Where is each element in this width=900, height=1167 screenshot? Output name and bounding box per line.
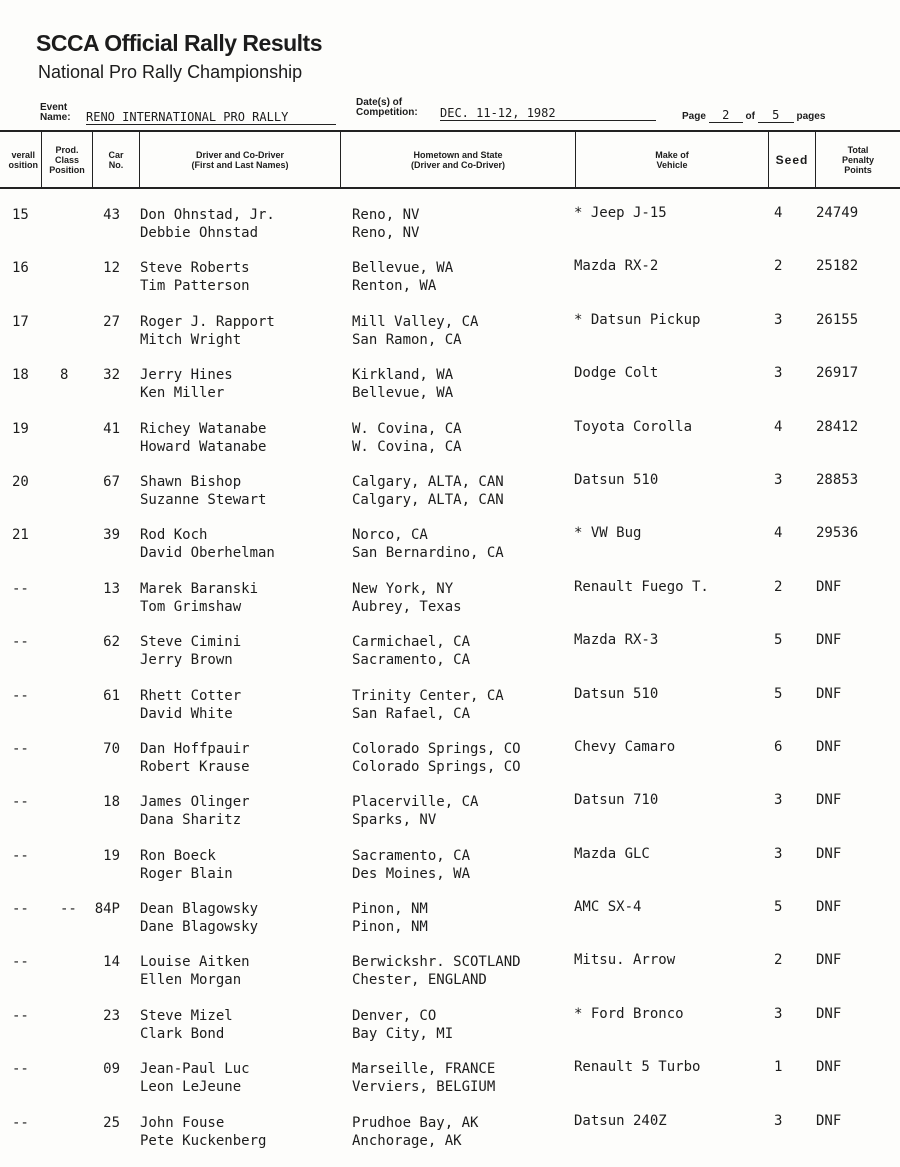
codriver-hometown: Aubrey, Texas (352, 598, 462, 615)
penalty-points: DNF (816, 738, 842, 755)
class-position: 8 (60, 367, 69, 384)
seed: 4 (774, 418, 783, 435)
table-row (0, 257, 900, 310)
page-number: 2 (709, 108, 743, 123)
penalty-points: DNF (816, 1112, 842, 1129)
driver-name: Steve Mizel (140, 1007, 233, 1024)
codriver-hometown: San Ramon, CA (352, 331, 462, 348)
vehicle-make: * Datsun Pickup (574, 311, 701, 328)
overall-position: 18 (12, 367, 29, 384)
vehicle-make: Dodge Colt (574, 365, 659, 382)
penalty-points: 29536 (816, 525, 859, 542)
car-number: 43 (103, 207, 120, 223)
penalty-points: DNF (816, 1005, 842, 1022)
car-number: 25 (103, 1114, 120, 1131)
seed: 3 (774, 1112, 783, 1129)
penalty-points: DNF (816, 685, 842, 702)
codriver-name: Howard Watanabe (140, 438, 267, 455)
driver-name: Roger J. Rapport (140, 313, 275, 330)
seed: 5 (774, 899, 783, 916)
seed: 5 (774, 632, 783, 649)
codriver-name: Dane Blagowsky (140, 919, 259, 936)
codriver-name: Tim Patterson (140, 278, 250, 295)
vehicle-make: Mazda RX-2 (574, 258, 659, 275)
seed: 5 (774, 685, 783, 702)
event-name-value: RENO INTERNATIONAL PRO RALLY (86, 110, 336, 125)
car-number: 18 (103, 794, 120, 811)
competition-date-value: DEC. 11-12, 1982 (440, 106, 656, 121)
seed: 2 (774, 258, 783, 275)
table-row (0, 845, 900, 898)
table-row (0, 1058, 900, 1111)
car-number: 23 (103, 1007, 120, 1024)
car-number: 09 (103, 1061, 120, 1078)
document-title: SCCA Official Rally Results (36, 30, 323, 56)
driver-name: Jean-Paul Luc (140, 1061, 250, 1078)
column-class-position: Prod. Class Position (49, 144, 85, 175)
driver-hometown: Carmichael, CA (352, 634, 471, 651)
overall-position: -- (12, 954, 29, 971)
vehicle-make: Mitsu. Arrow (574, 952, 676, 969)
driver-hometown: Kirkland, WA (352, 367, 454, 384)
car-number: 62 (103, 634, 120, 651)
column-make: Make of Vehicle (655, 149, 689, 170)
codriver-name: Jerry Brown (140, 652, 233, 669)
seed: 3 (774, 311, 783, 328)
codriver-hometown: W. Covina, CA (352, 438, 462, 455)
penalty-points: 26155 (816, 311, 859, 328)
overall-position: 15 (12, 207, 29, 223)
seed: 3 (774, 471, 783, 488)
overall-position: 17 (12, 313, 29, 330)
penalty-points: 25182 (816, 258, 859, 275)
penalty-points: DNF (816, 792, 842, 809)
driver-name: Shawn Bishop (140, 473, 242, 490)
overall-position: -- (12, 1114, 29, 1131)
table-row (0, 1112, 900, 1165)
overall-position: -- (12, 634, 29, 651)
vehicle-make: Datsun 510 (574, 685, 659, 702)
seed: 6 (774, 738, 783, 755)
codriver-hometown: Des Moines, WA (352, 865, 471, 882)
codriver-hometown: Sparks, NV (352, 812, 437, 829)
overall-position: -- (12, 1007, 29, 1024)
seed: 3 (774, 845, 783, 862)
codriver-name: Suzanne Stewart (140, 491, 267, 508)
vehicle-make: Mazda RX-3 (574, 632, 659, 649)
driver-name: Richey Watanabe (140, 420, 267, 437)
codriver-name: Mitch Wright (140, 331, 242, 348)
table-row (0, 204, 900, 257)
driver-hometown: Pinon, NM (352, 901, 428, 918)
vehicle-make: Chevy Camaro (574, 738, 676, 755)
penalty-points: DNF (816, 952, 842, 969)
codriver-hometown: Renton, WA (352, 278, 437, 295)
driver-name: Steve Roberts (140, 260, 250, 277)
overall-position: -- (12, 687, 29, 704)
table-row (0, 791, 900, 844)
codriver-hometown: San Bernardino, CA (352, 545, 504, 562)
penalty-points: DNF (816, 1059, 842, 1076)
column-total-penalty-points: Total Penalty Points (841, 144, 874, 175)
class-position: -- (60, 901, 77, 918)
codriver-name: Pete Kuckenberg (140, 1132, 267, 1149)
overall-position: 20 (12, 473, 29, 490)
overall-position: 21 (12, 527, 29, 544)
driver-name: Marek Baranski (140, 580, 259, 597)
seed: 4 (774, 525, 783, 542)
table-row (0, 524, 900, 577)
vehicle-make: * VW Bug (574, 525, 642, 542)
seed: 1 (774, 1059, 783, 1076)
codriver-name: Tom Grimshaw (140, 598, 242, 615)
penalty-points: DNF (816, 632, 842, 649)
seed: 3 (774, 792, 783, 809)
overall-position: -- (12, 794, 29, 811)
car-number: 84P (94, 901, 120, 918)
driver-name: Don Ohnstad, Jr. (140, 207, 275, 223)
seed: 3 (774, 365, 783, 382)
codriver-hometown: Chester, ENGLAND (352, 972, 487, 989)
vehicle-make: * Jeep J-15 (574, 205, 667, 221)
table-row (0, 578, 900, 631)
codriver-name: Leon LeJeune (140, 1079, 242, 1096)
car-number: 14 (103, 954, 120, 971)
car-number: 13 (103, 580, 120, 597)
vehicle-make: Toyota Corolla (574, 418, 693, 435)
codriver-hometown: Bay City, MI (352, 1025, 454, 1042)
results-table-body (0, 204, 900, 1165)
overall-position: -- (12, 580, 29, 597)
driver-name: Dan Hoffpauir (140, 740, 250, 757)
table-row (0, 471, 900, 524)
table-row (0, 418, 900, 471)
codriver-name: Robert Krause (140, 758, 250, 775)
vehicle-make: Datsun 240Z (574, 1112, 667, 1129)
car-number: 41 (103, 420, 120, 437)
codriver-name: Clark Bond (140, 1025, 225, 1042)
driver-hometown: Reno, NV (352, 207, 420, 223)
driver-name: Rod Koch (140, 527, 208, 544)
competition-date-label: Date(s) of Competition: (356, 97, 418, 118)
driver-hometown: Calgary, ALTA, CAN (352, 473, 504, 490)
codriver-hometown: Bellevue, WA (352, 385, 454, 402)
car-number: 32 (103, 367, 120, 384)
driver-hometown: Trinity Center, CA (352, 687, 504, 704)
penalty-points: DNF (816, 578, 842, 595)
overall-position: 16 (12, 260, 29, 277)
penalty-points: 26917 (816, 365, 859, 382)
codriver-hometown: Calgary, ALTA, CAN (352, 491, 504, 508)
table-row (0, 364, 900, 417)
overall-position: -- (12, 901, 29, 918)
codriver-hometown: Reno, NV (352, 225, 420, 241)
results-table-header (0, 130, 900, 189)
column-seed: Seed (775, 152, 809, 167)
table-row (0, 311, 900, 364)
codriver-hometown: San Rafael, CA (352, 705, 471, 722)
document-subtitle: National Pro Rally Championship (38, 62, 303, 82)
penalty-points: DNF (816, 899, 842, 916)
driver-hometown: Norco, CA (352, 527, 428, 544)
car-number: 19 (103, 847, 120, 864)
page-indicator: Page 2 of 5 pages (682, 108, 826, 122)
driver-hometown: Prudhoe Bay, AK (352, 1114, 479, 1131)
vehicle-make: Renault 5 Turbo (574, 1059, 701, 1076)
driver-hometown: W. Covina, CA (352, 420, 462, 437)
driver-name: John Fouse (140, 1114, 225, 1131)
vehicle-make: Datsun 710 (574, 792, 659, 809)
overall-position: 19 (12, 420, 29, 437)
codriver-hometown: Anchorage, AK (352, 1132, 462, 1149)
codriver-hometown: Colorado Springs, CO (352, 758, 521, 775)
vehicle-make: * Ford Bronco (574, 1005, 684, 1022)
column-hometown: Hometown and State (Driver and Co-Driver) (410, 149, 506, 170)
vehicle-make: Datsun 510 (574, 471, 659, 488)
column-driver: Driver and Co-Driver (First and Last Names) (191, 149, 289, 170)
overall-position: -- (12, 847, 29, 864)
car-number: 67 (103, 473, 120, 490)
driver-hometown: Denver, CO (352, 1007, 437, 1024)
penalty-points: DNF (816, 845, 842, 862)
codriver-hometown: Verviers, BELGIUM (352, 1079, 496, 1096)
vehicle-make: Renault Fuego T. (574, 578, 709, 595)
driver-hometown: Mill Valley, CA (352, 313, 479, 330)
event-name-label: Event Name: (40, 102, 71, 123)
overall-position: -- (12, 1061, 29, 1078)
vehicle-make: Mazda GLC (574, 845, 650, 862)
codriver-name: Dana Sharitz (140, 812, 242, 829)
page-total: 5 (758, 108, 794, 123)
vehicle-make: AMC SX-4 (574, 899, 642, 916)
car-number: 70 (103, 740, 120, 757)
table-row (0, 738, 900, 791)
codriver-name: Debbie Ohnstad (140, 225, 259, 241)
table-row (0, 1005, 900, 1058)
driver-hometown: Placerville, CA (352, 794, 479, 811)
driver-name: Louise Aitken (140, 954, 250, 971)
seed: 2 (774, 578, 783, 595)
codriver-name: Roger Blain (140, 865, 233, 882)
car-number: 39 (103, 527, 120, 544)
table-row (0, 951, 900, 1004)
seed: 2 (774, 952, 783, 969)
column-car-number: Car No. (108, 149, 124, 170)
codriver-hometown: Sacramento, CA (352, 652, 471, 669)
penalty-points: 28853 (816, 471, 859, 488)
table-row (0, 685, 900, 738)
driver-name: Ron Boeck (140, 847, 216, 864)
table-row (0, 631, 900, 684)
car-number: 27 (103, 313, 120, 330)
codriver-name: David White (140, 705, 233, 722)
driver-hometown: Colorado Springs, CO (352, 740, 521, 757)
penalty-points: 28412 (816, 418, 859, 435)
driver-name: Dean Blagowsky (140, 901, 259, 918)
driver-hometown: Sacramento, CA (352, 847, 471, 864)
codriver-hometown: Pinon, NM (352, 919, 428, 936)
car-number: 61 (103, 687, 120, 704)
driver-name: Rhett Cotter (140, 687, 242, 704)
table-row (0, 898, 900, 951)
codriver-name: Ken Miller (140, 385, 225, 402)
codriver-name: David Oberhelman (140, 545, 275, 562)
seed: 3 (774, 1005, 783, 1022)
codriver-name: Ellen Morgan (140, 972, 242, 989)
seed: 4 (774, 205, 783, 221)
driver-hometown: Berwickshr. SCOTLAND (352, 954, 521, 971)
driver-hometown: Bellevue, WA (352, 260, 454, 277)
car-number: 12 (103, 260, 120, 277)
driver-name: James Olinger (140, 794, 250, 811)
column-overall-position: verall osition (8, 149, 38, 170)
driver-hometown: New York, NY (352, 580, 454, 597)
driver-hometown: Marseille, FRANCE (352, 1061, 496, 1078)
penalty-points: 24749 (816, 205, 859, 221)
driver-name: Jerry Hines (140, 367, 233, 384)
driver-name: Steve Cimini (140, 634, 242, 651)
overall-position: -- (12, 740, 29, 757)
